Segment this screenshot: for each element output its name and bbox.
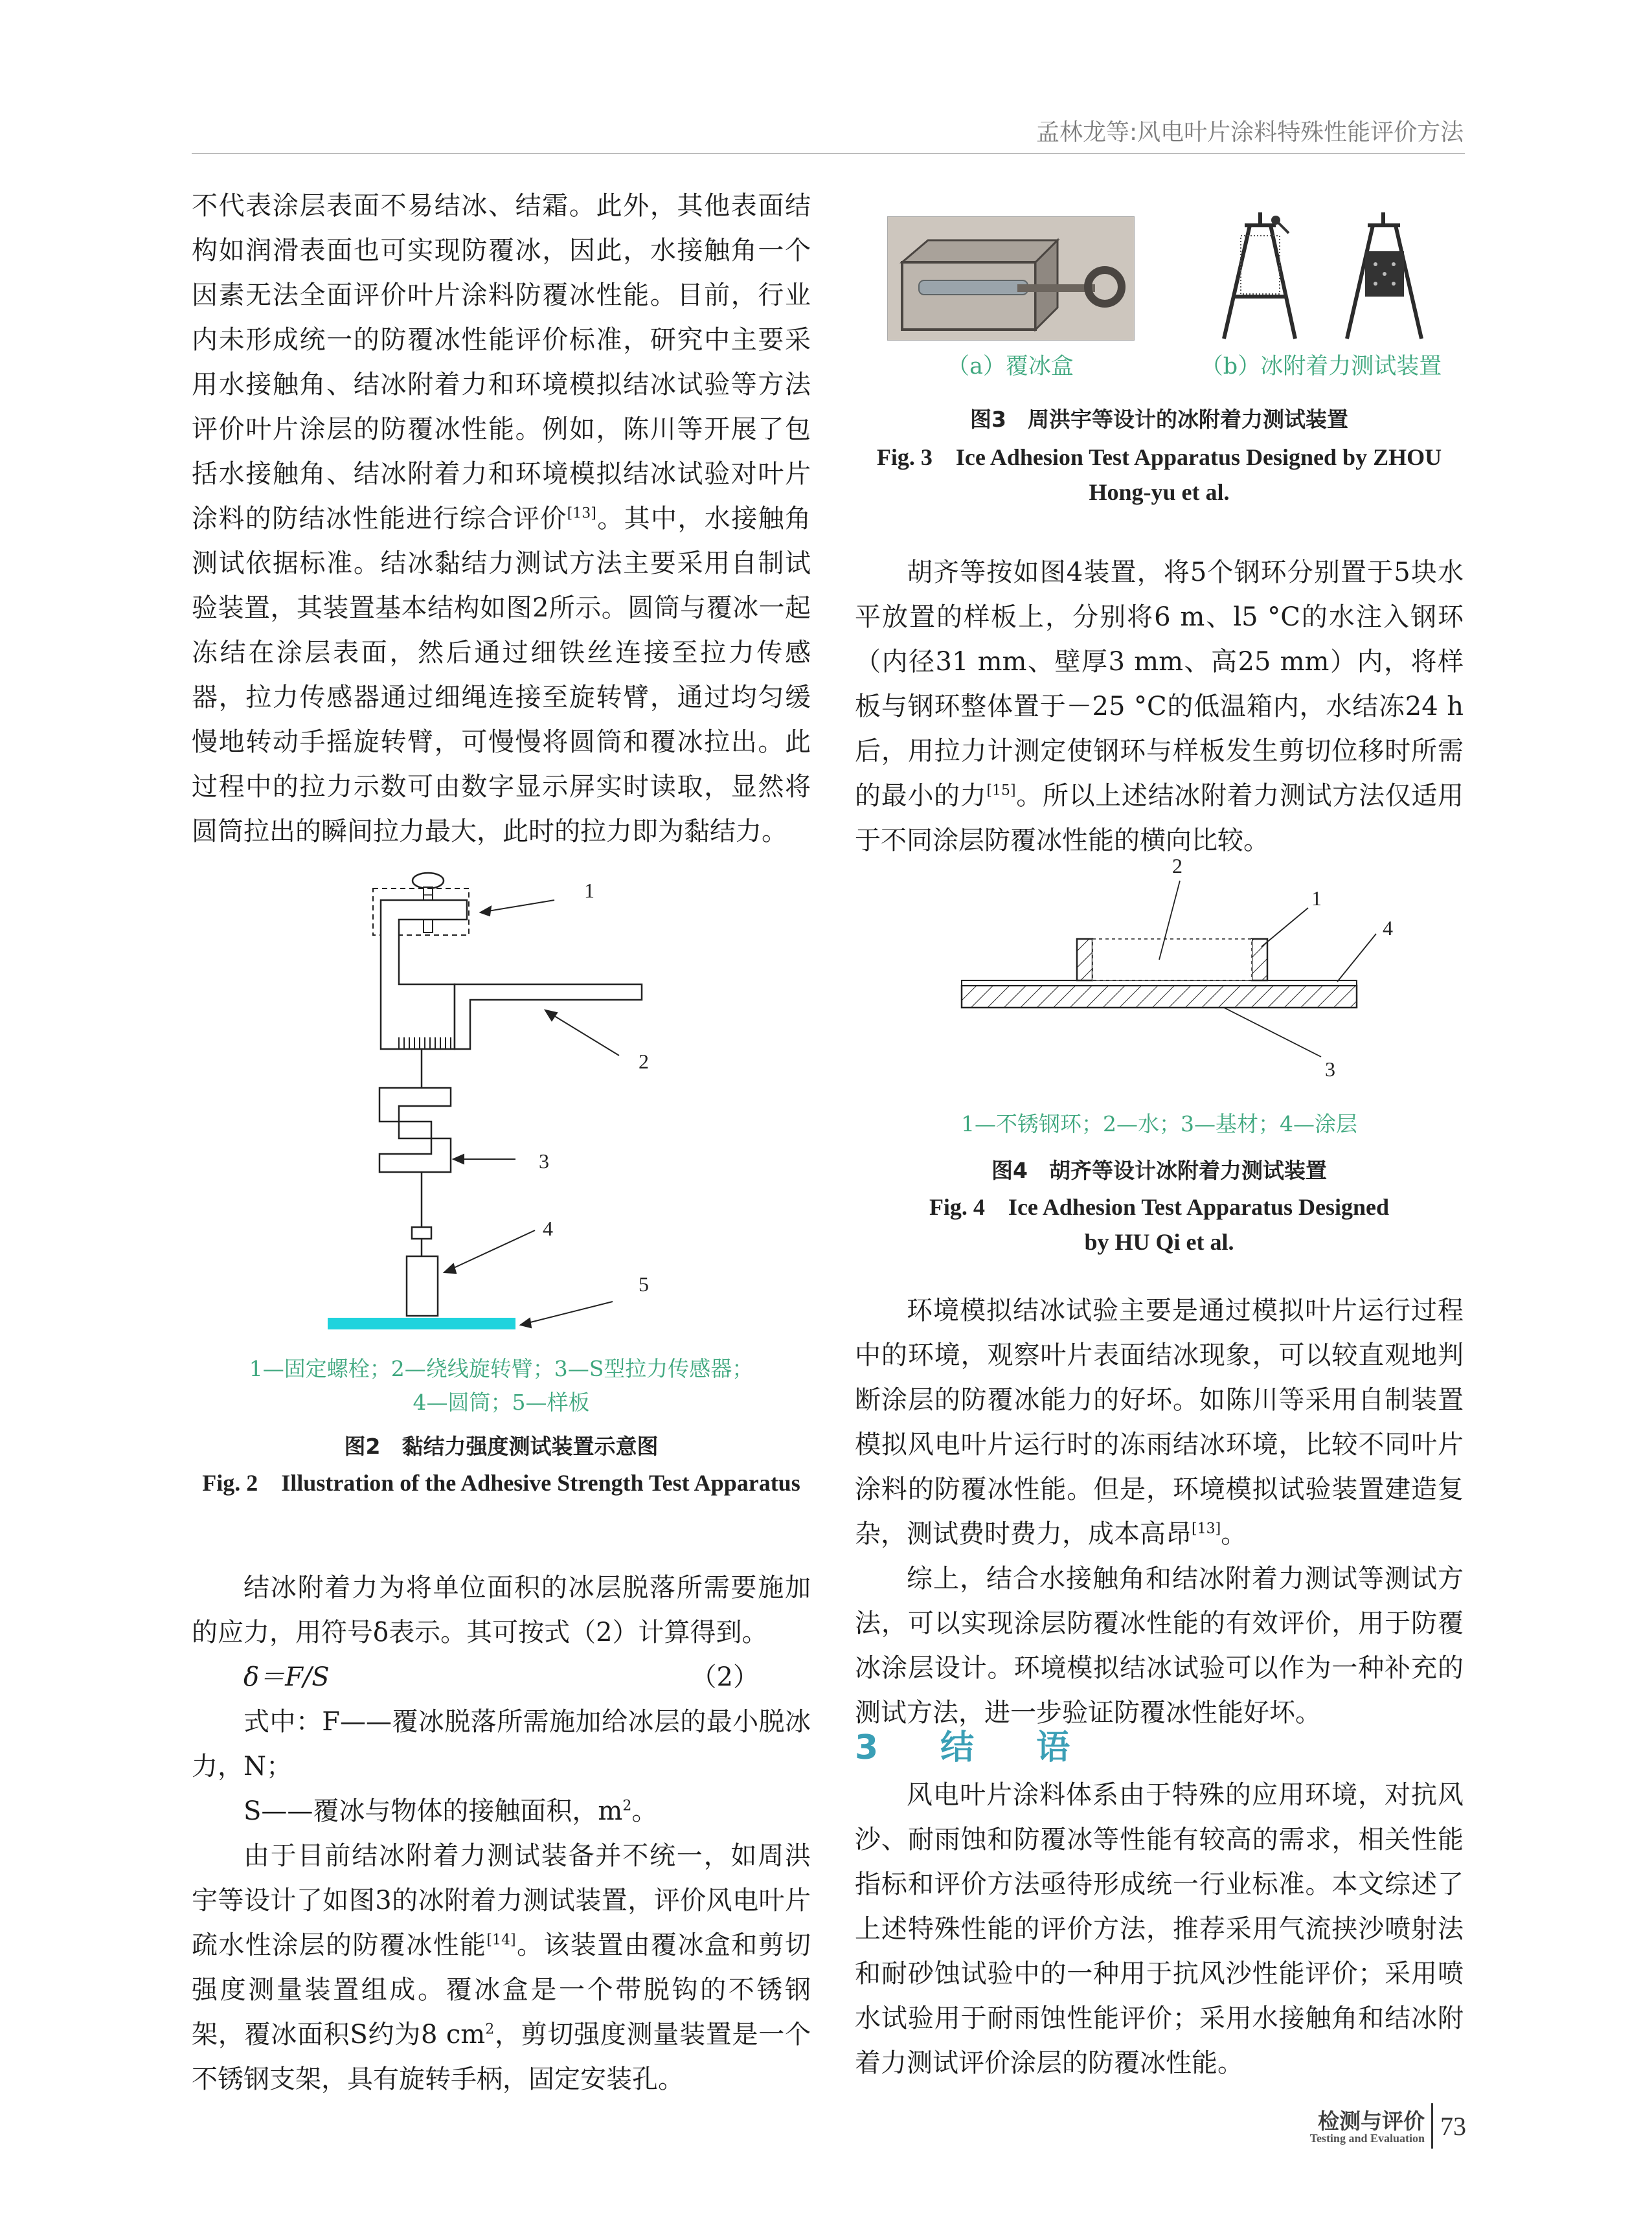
fig4-legend: 1—不锈钢环；2—水；3—基材；4—涂层 — [961, 1111, 1357, 1136]
steel-ring-left — [1077, 939, 1092, 980]
citation-13b: [13] — [1192, 1520, 1221, 1537]
bolt-head — [413, 873, 444, 888]
fig4-label-3: 3 — [1325, 1057, 1335, 1081]
fig3-photo-ice-box — [887, 216, 1135, 341]
fig2-label-4: 4 — [543, 1217, 553, 1240]
fig2-legend-line-2: 4—圆筒；5—样板 — [413, 1390, 590, 1415]
fig3-caption-en-1: Fig. 3 Ice Adhesion Test Apparatus Designed by ZHOU — [876, 444, 1442, 470]
fig2-label-5: 5 — [639, 1272, 649, 1296]
left-paragraph-3: 由于目前结冰附着力测试装备并不统一，如周洪宇等设计了如图3的冰附着力测试装置，评价风电叶片疏水性涂层的防覆冰性能[14]。该装置由覆冰盒和剪切强度测量装置组成。覆冰盒是一个带脱钩的不锈钢架，覆冰面积S约为8 $cm^2$，剪切强度测量装置是一个不锈钢支架，具有旋转手柄，固定安装孔。 — [192, 1841, 811, 2094]
s-type-sensor — [379, 1088, 451, 1172]
substrate — [962, 986, 1357, 1008]
footer-journal-en: Testing and Evaluation — [1309, 2132, 1425, 2145]
footer-journal-zh: 检测与评价 — [1318, 2108, 1425, 2134]
citation-13: [13] — [567, 505, 596, 522]
right-text-block-2 — [855, 1289, 1464, 1735]
coating — [962, 980, 1357, 986]
fig3-photo-test-frames — [1198, 206, 1444, 342]
right-text-block-3 — [855, 1773, 1464, 2086]
fig4-label-1: 1 — [1311, 887, 1322, 910]
right-paragraph-3: 综上，结合水接触角和结冰附着力测试等测试方法，可以实现涂层防覆冰性能的有效评价，用于防覆冰涂层设计。环境模拟结冰试验可以作为一种补充的测试方法，进一步验证防覆冰性能好坏。 — [855, 1564, 1464, 1728]
sample-plate — [328, 1318, 515, 1329]
section-title-conclusion: 3 结 语 — [855, 1728, 1085, 1767]
fig2-caption-zh: 图2 黏结力强度测试装置示意图 — [344, 1434, 659, 1459]
page-number: 73 — [1440, 2112, 1466, 2141]
left-paragraph-2: 结冰附着力为将单位面积的冰层脱落所需要施加的应力，用符号δ表示。其可按式（2）计算得到。 — [192, 1573, 811, 1647]
fig4-label-4: 4 — [1383, 916, 1393, 940]
fig3-sublabel-a: （a）覆冰盒 — [947, 354, 1074, 379]
test-frame-illustration — [1198, 206, 1444, 342]
footer-divider — [1431, 2103, 1433, 2149]
figure-3 — [855, 206, 1464, 510]
running-header: 孟林龙等:风电叶片涂料特殊性能评价方法 — [1036, 119, 1464, 146]
formula-expression: δ＝F/S — [243, 1662, 330, 1692]
water — [1092, 939, 1252, 980]
fig4-caption-en-1: Fig. 4 Ice Adhesion Test Apparatus Designed — [929, 1194, 1390, 1220]
right-text-block-1 — [855, 550, 1464, 863]
right-paragraph-1: 胡齐等按如图4装置，将5个钢环分别置于5块水平放置的样板上，分别将6 m、l5 °C的水注入钢环（内径31 mm、壁厚3 mm、高25 mm）内，将样板与钢环整体置于－25 °C的低温箱内，水结冻24 h后，用拉力计测定使钢环与样板发生剪切位移时所需的最小的力[15]。所以上述结冰附着力测试方法仅适用于不同涂层防覆冰性能的横向比较。 — [855, 558, 1464, 855]
header-rule — [192, 153, 1465, 154]
fig3-sublabel-b: （b）冰附着力测试装置 — [1200, 354, 1442, 379]
formula-number: （2） — [690, 1662, 759, 1692]
citation-15: [15] — [986, 782, 1016, 799]
formula-where-s: S——覆冰与物体的接触面积，$m^2$。 — [243, 1796, 658, 1826]
figure-2-diagram — [192, 855, 811, 1347]
formula-where-f: 式中：F——覆冰脱落所需施加给冰层的最小脱冰力，N； — [192, 1707, 811, 1781]
winding-arm — [455, 984, 642, 1049]
right-paragraph-4: 风电叶片涂料体系由于特殊的应用环境，对抗风沙、耐雨蚀和防覆冰等性能有较高的需求，相关性能指标和评价方法亟待形成统一行业标准。本文综述了上述特殊性能的评价方法，推荐采用气流挟沙喷射法和耐砂蚀试验中的一种用于抗风沙性能评价；采用喷水试验用于耐雨蚀性能评价；采用水接触角和结冰附着力测试评价涂层的防覆冰性能。 — [855, 1780, 1464, 2078]
steel-ring-right — [1252, 939, 1267, 980]
right-paragraph-2: 环境模拟结冰试验主要是通过模拟叶片运行过程中的环境，观察叶片表面结冰现象，可以较直观地判断涂层的防覆冰能力的好坏。如陈川等采用自制装置模拟风电叶片运行时的冻雨结冰环境，比较不同叶片涂料的防覆冰性能。但是，环境模拟试验装置建造复杂，测试费时费力，成本高昂[13]。 — [855, 1296, 1464, 1549]
figure-4-diagram — [855, 843, 1464, 1102]
cylinder-cap — [412, 1227, 431, 1239]
ice-box-illustration — [888, 217, 1134, 340]
fig2-legend-line-1: 1—固定螺栓；2—绕线旋转臂；3—S型拉力传感器； — [249, 1356, 754, 1381]
fig2-label-2: 2 — [639, 1050, 649, 1073]
cylinder — [407, 1256, 438, 1316]
fig4-caption-zh: 图4 胡齐等设计冰附着力测试装置 — [991, 1158, 1327, 1183]
figure-4 — [855, 843, 1464, 1258]
fig3-caption-en-2: Hong-yu et al. — [1089, 479, 1230, 505]
left-paragraph-1: 不代表涂层表面不易结冰、结霜。此外，其他表面结构如润滑表面也可实现防覆冰，因此，水接触角一个因素无法全面评价叶片涂料防覆冰性能。目前，行业内未形成统一的防覆冰性能评价标准，研究中主要采用水接触角、结冰附着力和环境模拟结冰试验等方法评价叶片涂层的防覆冰性能。例如，陈川等开展了包括水接触角、结冰附着力和环境模拟结冰试验对叶片涂料的防结冰性能进行综合评价[13]。其中，水接触角测试依据标准。结冰黏结力测试方法主要采用自制试验装置，其装置基本结构如图2所示。圆筒与覆冰一起冻结在涂层表面，然后通过细铁丝连接至拉力传感器，拉力传感器通过细绳连接至旋转臂，通过均匀缓慢地转动手摇旋转臂，可慢慢将圆筒和覆冰拉出。此过程中的拉力示数可由数字显示屏实时读取，显然将圆筒拉出的瞬间拉力最大，此时的拉力即为黏结力。 — [192, 191, 811, 846]
fig3-caption-zh: 图3 周洪宇等设计的冰附着力测试装置 — [970, 407, 1348, 432]
citation-14: [14] — [486, 1932, 516, 1948]
left-text-block-2 — [192, 1566, 811, 2102]
fig4-label-2: 2 — [1172, 854, 1182, 877]
fig2-label-1: 1 — [584, 879, 594, 902]
left-text-block-1 — [192, 184, 811, 854]
fig4-caption-en-2: by HU Qi et al. — [1084, 1229, 1234, 1255]
formula-2 — [192, 1655, 811, 1700]
figure-2 — [192, 855, 811, 1515]
fig2-label-3: 3 — [539, 1149, 549, 1173]
fig2-caption-en: Fig. 2 Illustration of the Adhesive Strength Test Apparatus — [202, 1470, 800, 1496]
